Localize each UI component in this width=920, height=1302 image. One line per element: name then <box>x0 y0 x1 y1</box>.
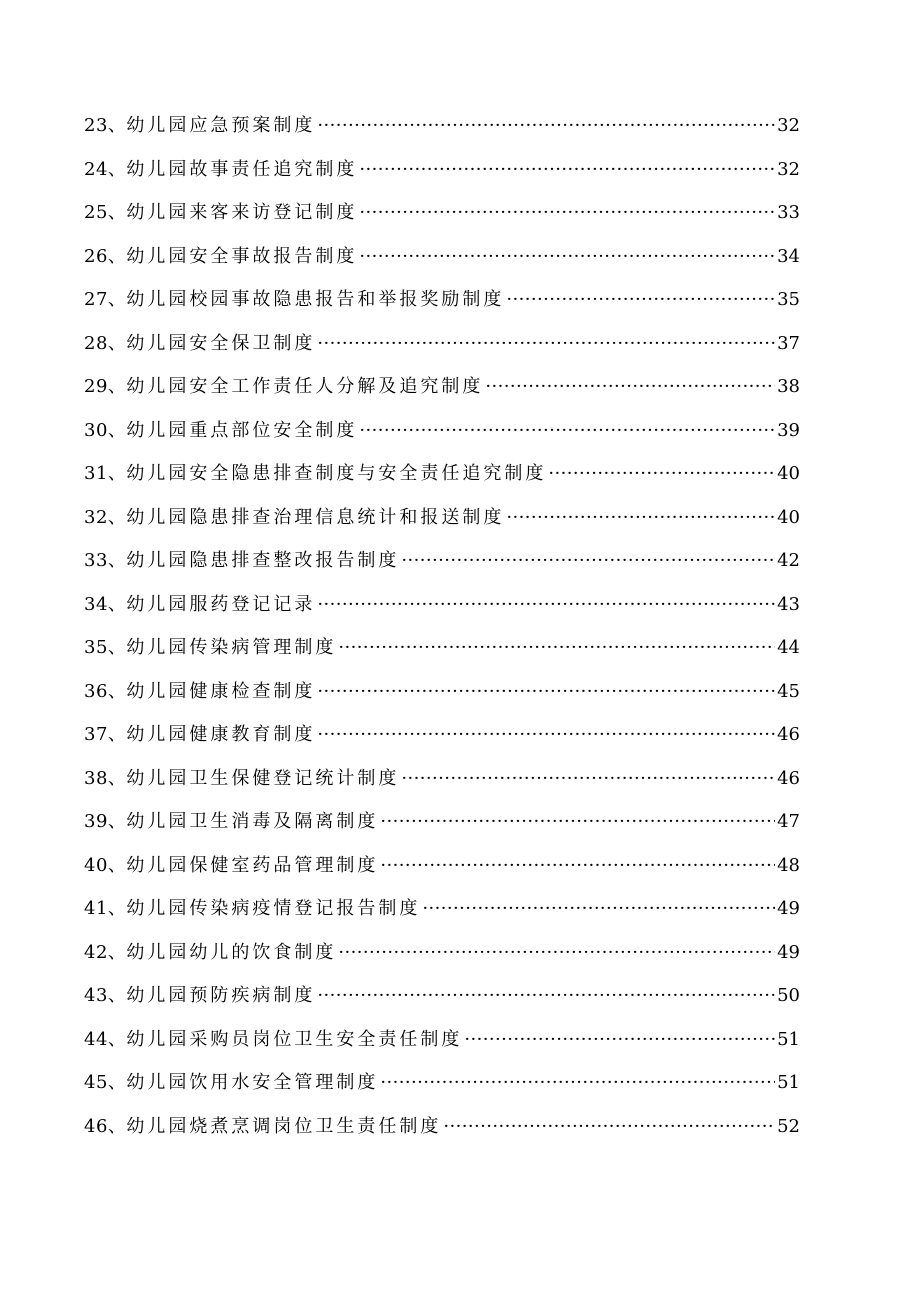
toc-entry[interactable] <box>84 284 800 328</box>
toc-entry-title: 幼儿园隐患排查整改报告制度 <box>126 550 400 571</box>
toc-entry-number: 36、 <box>84 680 127 702</box>
toc-leader-dots <box>401 763 775 795</box>
toc-entry[interactable] <box>84 154 800 198</box>
toc-entry-number: 31、 <box>84 463 127 484</box>
toc-entry[interactable] <box>84 719 800 763</box>
toc-entry-number: 46、 <box>84 1115 127 1137</box>
toc-entry-page: 49 <box>777 941 800 963</box>
toc-entry-page: 40 <box>777 463 800 484</box>
toc-entry[interactable] <box>84 241 800 285</box>
table-of-contents <box>84 110 800 1154</box>
toc-entry-number: 41、 <box>84 898 127 919</box>
toc-entry-title: 幼儿园服药登记记录 <box>126 593 316 615</box>
toc-leader-dots <box>443 1111 775 1143</box>
toc-entry-title: 幼儿园重点部位安全制度 <box>126 419 358 441</box>
toc-entry-page: 46 <box>777 767 800 789</box>
toc-entry-title: 幼儿园隐患排查治理信息统计和报送制度 <box>126 506 505 528</box>
toc-entry-number: 24、 <box>84 158 127 180</box>
toc-entry-number: 29、 <box>84 376 127 397</box>
toc-entry-page: 49 <box>777 898 800 919</box>
toc-leader-dots <box>317 328 775 360</box>
toc-entry-title: 幼儿园安全事故报告制度 <box>126 245 358 267</box>
toc-entry-number: 38、 <box>84 767 127 789</box>
toc-entry-title: 幼儿园安全隐患排查制度与安全责任追究制度 <box>126 463 547 484</box>
toc-leader-dots <box>380 1067 775 1099</box>
toc-entry[interactable] <box>84 197 800 241</box>
toc-entry-number: 26、 <box>84 245 127 267</box>
toc-entry[interactable] <box>84 1024 800 1068</box>
toc-entry[interactable] <box>84 589 800 633</box>
toc-leader-dots <box>422 893 775 925</box>
toc-leader-dots <box>317 110 775 142</box>
toc-entry-page: 40 <box>777 506 800 528</box>
toc-leader-dots <box>359 197 775 229</box>
toc-entry-title: 幼儿园采购员岗位卫生安全责任制度 <box>126 1028 463 1050</box>
toc-leader-dots <box>359 241 775 273</box>
toc-entry-page: 46 <box>777 724 800 745</box>
toc-entry[interactable] <box>84 763 800 807</box>
toc-entry-page: 38 <box>777 376 800 397</box>
toc-entry-page: 35 <box>777 289 800 310</box>
toc-entry[interactable] <box>84 937 800 981</box>
toc-entry-number: 28、 <box>84 332 127 354</box>
toc-entry-title: 幼儿园安全保卫制度 <box>126 332 316 354</box>
toc-entry[interactable] <box>84 371 800 415</box>
toc-leader-dots <box>485 371 775 403</box>
toc-leader-dots <box>317 676 775 708</box>
toc-entry-number: 37、 <box>84 724 127 745</box>
toc-entry[interactable] <box>84 328 800 372</box>
toc-entry-page: 43 <box>777 593 800 615</box>
toc-entry-title: 幼儿园幼儿的饮食制度 <box>126 941 337 963</box>
toc-entry-page: 51 <box>777 1028 800 1050</box>
toc-entry-number: 23、 <box>84 115 127 136</box>
toc-entry-number: 45、 <box>84 1072 127 1093</box>
toc-entry-title: 幼儿园预防疾病制度 <box>126 985 316 1006</box>
toc-entry-number: 39、 <box>84 811 127 832</box>
toc-entry[interactable] <box>84 110 800 154</box>
toc-leader-dots <box>317 719 775 751</box>
toc-entry[interactable] <box>84 893 800 937</box>
toc-entry-page: 44 <box>777 637 800 658</box>
toc-leader-dots <box>548 458 775 490</box>
toc-entry-page: 51 <box>777 1072 800 1093</box>
toc-entry[interactable] <box>84 850 800 894</box>
toc-entry-title: 幼儿园健康检查制度 <box>126 680 316 702</box>
toc-leader-dots <box>359 415 775 447</box>
toc-entry-title: 幼儿园传染病管理制度 <box>126 637 337 658</box>
toc-leader-dots <box>464 1024 775 1056</box>
toc-entry-page: 52 <box>777 1115 800 1137</box>
toc-entry[interactable] <box>84 458 800 502</box>
toc-leader-dots <box>506 502 775 534</box>
toc-entry-page: 42 <box>777 550 800 571</box>
toc-leader-dots <box>359 154 775 186</box>
toc-entry-title: 幼儿园卫生消毒及隔离制度 <box>126 811 379 832</box>
toc-leader-dots <box>506 284 775 316</box>
toc-leader-dots <box>401 545 775 577</box>
toc-entry-title: 幼儿园来客来访登记制度 <box>126 202 358 223</box>
toc-leader-dots <box>317 980 775 1012</box>
toc-entry[interactable] <box>84 806 800 850</box>
toc-entry[interactable] <box>84 545 800 589</box>
toc-entry-title: 幼儿园传染病疫情登记报告制度 <box>126 898 421 919</box>
toc-entry-page: 32 <box>777 158 800 180</box>
toc-leader-dots <box>317 589 775 621</box>
toc-entry-title: 幼儿园校园事故隐患报告和举报奖励制度 <box>126 289 505 310</box>
toc-entry-number: 33、 <box>84 550 127 571</box>
toc-entry[interactable] <box>84 1111 800 1155</box>
toc-entry-title: 幼儿园卫生保健登记统计制度 <box>126 767 400 789</box>
toc-entry-page: 48 <box>777 854 800 876</box>
toc-entry-number: 40、 <box>84 854 127 876</box>
toc-leader-dots <box>338 632 775 664</box>
toc-entry-number: 44、 <box>84 1028 127 1050</box>
toc-entry-number: 32、 <box>84 506 127 528</box>
toc-entry[interactable] <box>84 676 800 720</box>
toc-leader-dots <box>380 850 775 882</box>
toc-entry-page: 45 <box>777 680 800 702</box>
toc-entry-page: 34 <box>777 245 800 267</box>
toc-entry-number: 25、 <box>84 202 127 223</box>
toc-entry-page: 50 <box>777 985 800 1006</box>
toc-entry-number: 43、 <box>84 985 127 1006</box>
toc-entry-title: 幼儿园饮用水安全管理制度 <box>126 1072 379 1093</box>
toc-entry-page: 47 <box>777 811 800 832</box>
toc-entry[interactable] <box>84 632 800 676</box>
toc-entry-title: 幼儿园健康教育制度 <box>126 724 316 745</box>
toc-entry[interactable] <box>84 502 800 546</box>
toc-entry-title: 幼儿园安全工作责任人分解及追究制度 <box>126 376 484 397</box>
toc-entry[interactable] <box>84 415 800 459</box>
toc-entry-number: 27、 <box>84 289 127 310</box>
toc-leader-dots <box>380 806 775 838</box>
toc-entry-page: 39 <box>777 419 800 441</box>
toc-entry-page: 33 <box>777 202 800 223</box>
toc-entry-title: 幼儿园应急预案制度 <box>126 115 316 136</box>
toc-entry-number: 42、 <box>84 941 127 963</box>
toc-entry-title: 幼儿园故事责任追究制度 <box>126 158 358 180</box>
toc-entry-number: 30、 <box>84 419 127 441</box>
toc-entry-title: 幼儿园保健室药品管理制度 <box>126 854 379 876</box>
toc-entry-page: 37 <box>777 332 800 354</box>
toc-entry-number: 35、 <box>84 637 127 658</box>
toc-entry-page: 32 <box>777 115 800 136</box>
toc-entry-title: 幼儿园烧煮烹调岗位卫生责任制度 <box>126 1115 442 1137</box>
toc-entry-number: 34、 <box>84 593 127 615</box>
toc-leader-dots <box>338 937 775 969</box>
toc-entry[interactable] <box>84 1067 800 1111</box>
toc-entry[interactable] <box>84 980 800 1024</box>
